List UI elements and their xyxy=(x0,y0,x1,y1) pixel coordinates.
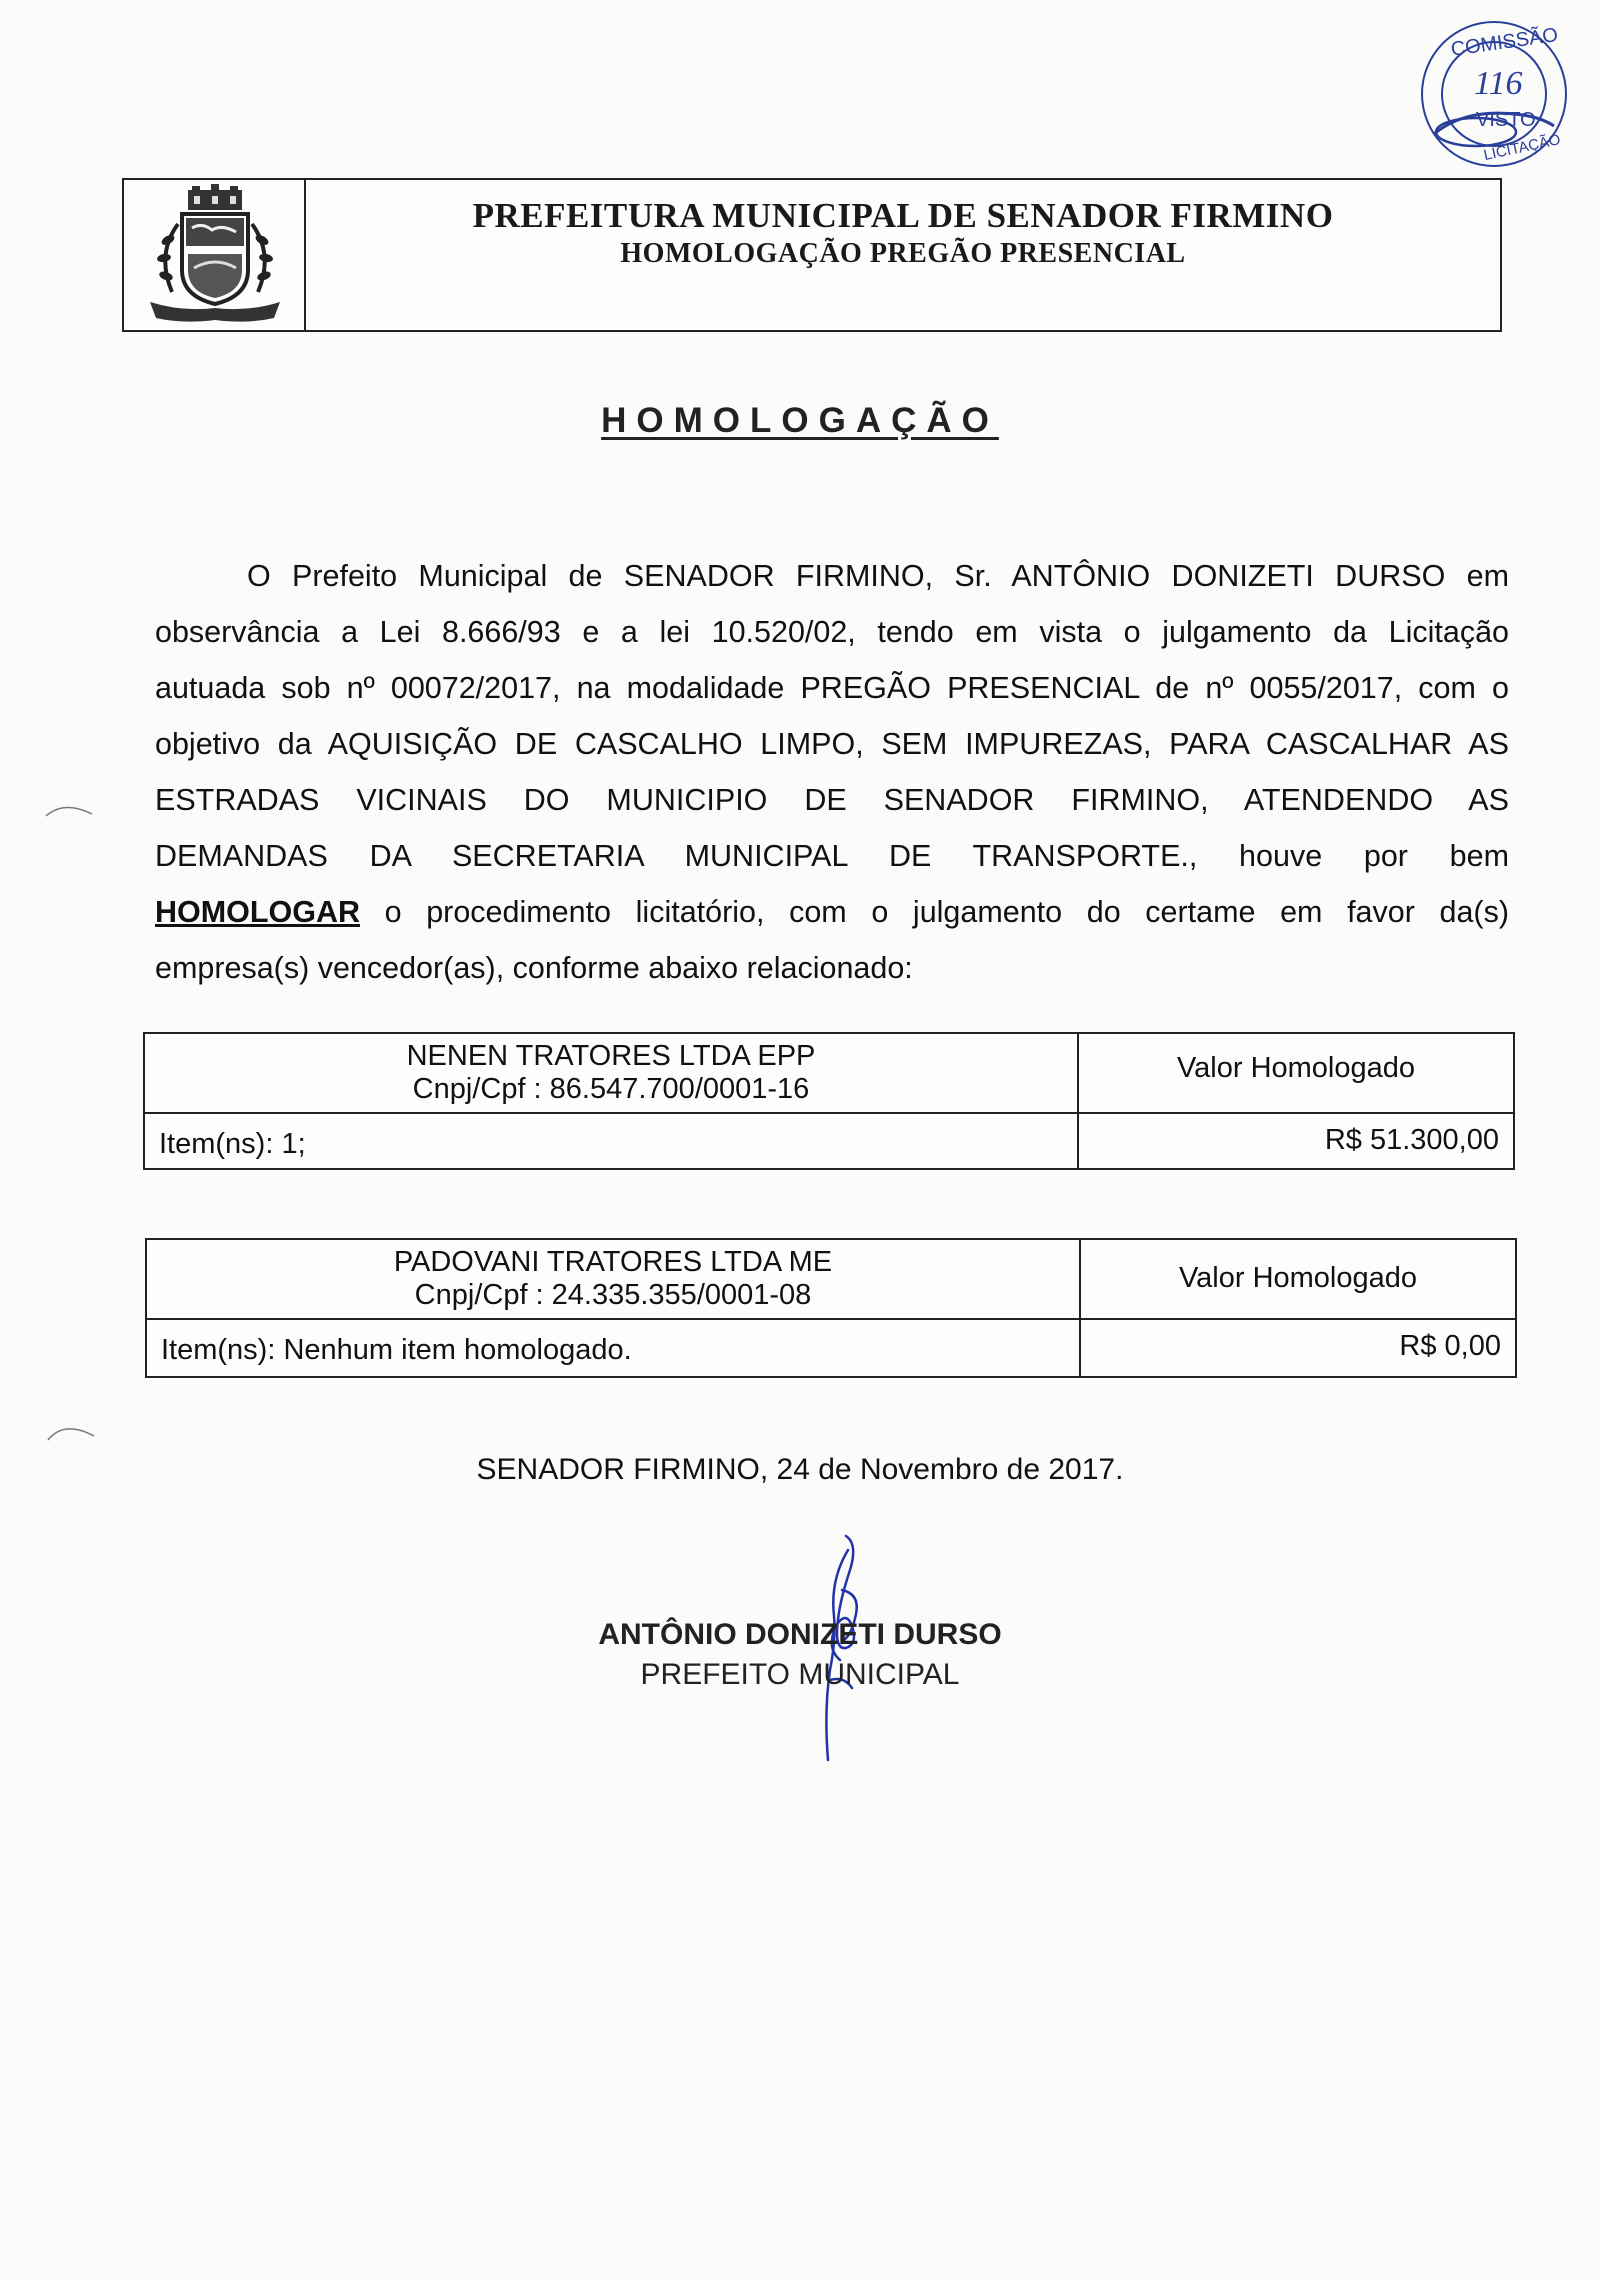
municipality-title: PREFEITURA MUNICIPAL DE SENADOR FIRMINO xyxy=(472,196,1334,235)
row-divider xyxy=(145,1112,1513,1114)
stamp-number: 116 xyxy=(1474,65,1523,102)
homologated-amount: R$ 51.300,00 xyxy=(1324,1124,1499,1156)
stamp-bottom-text: LICITAÇÃO xyxy=(1482,131,1563,165)
paragraph-line: ESTRADAS VICINAIS DO MUNICIPIO DE SENADOR FIRMINO, ATENDENDO AS xyxy=(155,783,1509,817)
document-subtitle: HOMOLOGAÇÃO PREGÃO PRESENCIAL xyxy=(620,238,1186,269)
vendor-cell xyxy=(147,1240,1081,1320)
letterhead xyxy=(122,178,1502,332)
commission-stamp xyxy=(1404,14,1579,179)
paragraph-line: DEMANDAS DA SECRETARIA MUNICIPAL DE TRANSPORTE., houve por bem xyxy=(155,839,1509,873)
margin-mark xyxy=(44,798,96,820)
items-label: Item(ns): 1; xyxy=(159,1128,306,1160)
municipal-coat-of-arms-icon xyxy=(142,184,288,330)
vendor-name: NENEN TRATORES LTDA EPP xyxy=(406,1040,816,1072)
stamp-top-text: COMISSÃO xyxy=(1449,24,1560,61)
document-title-text: HOMOLOGAÇÃO xyxy=(601,401,999,440)
column-divider xyxy=(1077,1034,1079,1168)
vendor-name: PADOVANI TRATORES LTDA ME xyxy=(393,1246,833,1278)
value-header: Valor Homologado xyxy=(1178,1262,1418,1294)
vendor-cnpj: Cnpj/Cpf : 24.335.355/0001-08 xyxy=(414,1279,812,1311)
paragraph-line: observância a Lei 8.666/93 e a lei 10.520/02, tendo em vista o julgamento da Licitação xyxy=(155,615,1509,649)
homologated-amount: R$ 0,00 xyxy=(1399,1330,1501,1362)
handwritten-signature-icon xyxy=(800,1530,890,1775)
vendor-cell xyxy=(145,1034,1079,1114)
paragraph-line: objetivo da AQUISIÇÃO DE CASCALHO LIMPO, SEM IMPUREZAS, PARA CASCALHAR AS xyxy=(155,727,1509,761)
award-table xyxy=(143,1032,1515,1170)
document-title xyxy=(0,401,1600,441)
value-header: Valor Homologado xyxy=(1176,1052,1416,1084)
vendor-cnpj: Cnpj/Cpf : 86.547.700/0001-16 xyxy=(412,1073,810,1105)
homologation-paragraph xyxy=(155,548,1509,996)
paragraph-line-rest: o procedimento licitatório, com o julgamento do certame em favor da(s) xyxy=(360,895,1509,929)
row-divider xyxy=(147,1318,1515,1320)
crest-cell xyxy=(124,180,306,330)
signatory-role: PREFEITO MUNICIPAL xyxy=(640,1658,960,1691)
letterhead-text xyxy=(306,196,1500,272)
date-line: SENADOR FIRMINO, 24 de Novembro de 2017. xyxy=(476,1453,1124,1486)
stamp-mid-text: VISTO xyxy=(1476,109,1536,131)
paragraph-line xyxy=(155,884,1509,940)
paragraph-line: O Prefeito Municipal de SENADOR FIRMINO, Sr. ANTÔNIO DONIZETI DURSO em xyxy=(247,559,1509,593)
homologar-keyword: HOMOLOGAR xyxy=(155,895,361,929)
paragraph-line: empresa(s) vencedor(as), conforme abaixo relacionado: xyxy=(155,951,913,985)
award-table xyxy=(145,1238,1517,1378)
margin-mark xyxy=(46,1418,98,1444)
column-divider xyxy=(1079,1240,1081,1376)
signatory-name: ANTÔNIO DONIZETI DURSO xyxy=(598,1618,1002,1651)
items-label: Item(ns): Nenhum item homologado. xyxy=(161,1334,632,1366)
paragraph-line: autuada sob nº 00072/2017, na modalidade PREGÃO PRESENCIAL de nº 0055/2017, com o xyxy=(155,671,1509,705)
